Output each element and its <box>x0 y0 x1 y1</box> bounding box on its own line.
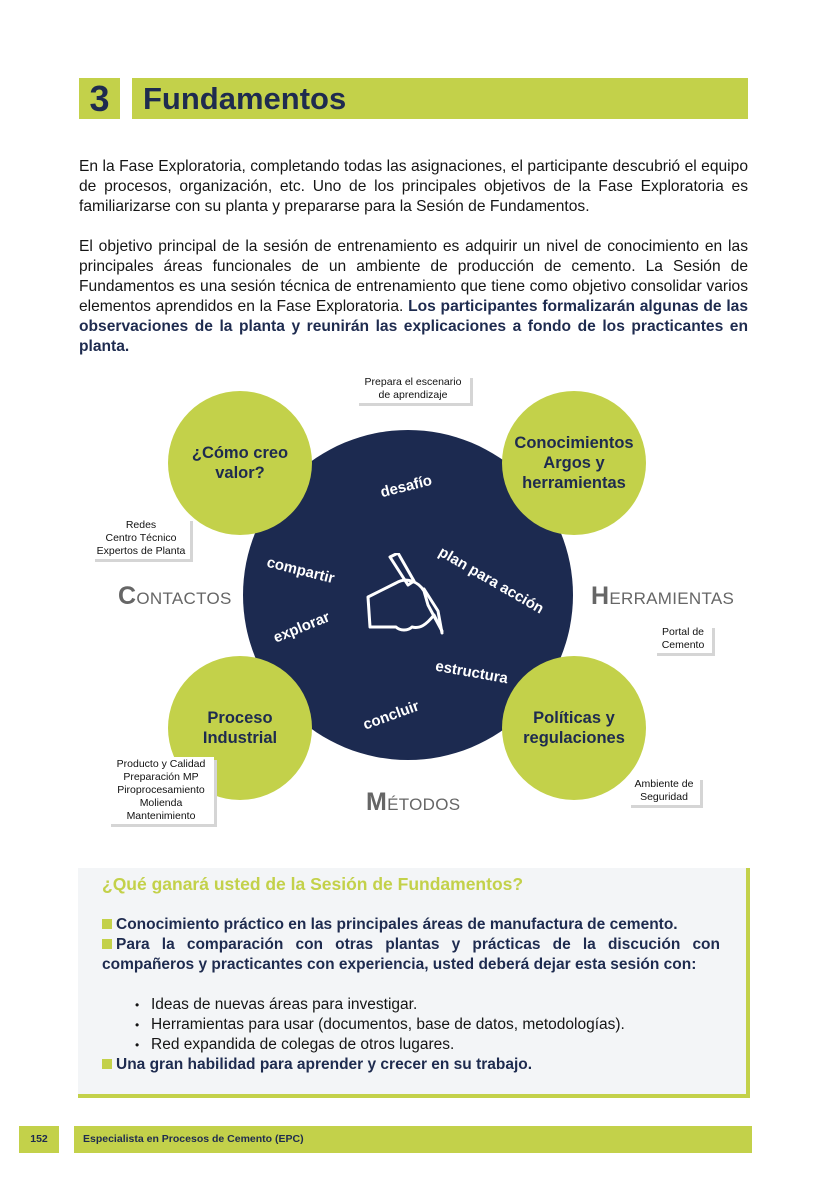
verb-estructura: estructura <box>434 657 510 688</box>
section-title: Fundamentos <box>143 81 347 116</box>
note-line: Portal de <box>661 626 705 638</box>
circle-como-creo-valor <box>168 391 312 535</box>
circle-text-line: Conocimientos <box>514 434 634 452</box>
circle-politicas <box>502 656 646 800</box>
note-line: Mantenimiento <box>126 810 196 822</box>
book-title: Especialista en Procesos de Cemento (EPC) <box>83 1133 304 1145</box>
circle-text-line: Argos y <box>543 454 605 472</box>
benefit-text: Para la comparación con otras plantas y prácticas de la discución con compañeros y practicantes con experiencia, usted deberá dejar esta sesión con: <box>102 936 720 973</box>
note-line: Prepara el escenario <box>364 376 462 388</box>
note-seguridad <box>628 777 700 805</box>
verb-plan-para-accion: plan para acción <box>435 543 547 618</box>
intro-paragraph-2-text: El objetivo principal de la sesión de entrenamiento es adquirir un nivel de conocimiento en las principales áreas funcionales de un ambiente de producción de cemento. La Sesión de Fundamentos es una sesión técnica de entrenamiento que tiene como objetivo consolidar varios elementos aprendidos en la Fase Exploratoria. <box>79 238 748 315</box>
footer-bar <box>74 1126 752 1153</box>
note-line: de aprendizaje <box>378 389 448 401</box>
circle-text-line: herramientas <box>522 474 626 492</box>
note-line: Cemento <box>661 639 705 651</box>
note-escenario <box>356 375 470 403</box>
category-contactos <box>118 582 232 611</box>
section-number: 3 <box>79 78 120 119</box>
category-rest: ERRAMIENTAS <box>609 589 735 608</box>
verb-explorar: explorar <box>270 608 333 647</box>
category-rest: ONTACTOS <box>136 589 232 608</box>
category-metodos <box>366 788 460 817</box>
circle-text-line: Industrial <box>202 729 278 747</box>
category-initial: H <box>591 582 610 610</box>
benefit-text: Una gran habilidad para aprender y crecer en su trabajo. <box>116 1056 533 1073</box>
category-initial: C <box>118 582 137 610</box>
intro-paragraph-2 <box>79 237 748 357</box>
note-line: Preparación MP <box>123 771 199 783</box>
circle-text-line: Proceso <box>207 709 273 727</box>
category-herramientas <box>591 582 734 611</box>
category-rest: ÉTODOS <box>387 795 461 814</box>
benefit-item <box>102 1055 720 1075</box>
circle-conocimientos <box>502 391 646 535</box>
benefits-title: ¿Qué ganará usted de la Sesión de Fundamentos? <box>102 874 524 894</box>
circle-text-line: Políticas y <box>533 709 615 727</box>
note-line: Centro Técnico <box>105 532 177 544</box>
benefit-item <box>102 935 720 975</box>
bullet-square-icon <box>102 919 112 929</box>
bullet-dot-icon: • <box>135 998 140 1012</box>
note-contactos <box>92 518 190 559</box>
hand-writing-icon <box>362 553 454 643</box>
page-number: 152 <box>19 1126 59 1153</box>
verb-concluir: concluir <box>360 697 422 734</box>
note-line: Expertos de Planta <box>96 545 186 557</box>
benefit-subitem <box>135 1035 454 1055</box>
subitem-text: Herramientas para usar (documentos, base de datos, metodologías). <box>151 1016 625 1033</box>
circle-text-line: regulaciones <box>523 729 625 747</box>
bullet-dot-icon: • <box>135 1038 140 1052</box>
note-line: Producto y Calidad <box>116 758 206 770</box>
circle-text-line: valor? <box>215 464 265 482</box>
category-initial: M <box>366 788 388 816</box>
bullet-dot-icon: • <box>135 1018 140 1032</box>
benefit-item <box>102 915 720 935</box>
verb-desafio: desafío <box>378 471 434 502</box>
bullet-square-icon <box>102 939 112 949</box>
note-line: Seguridad <box>640 791 688 803</box>
benefit-text: Conocimiento práctico en las principales áreas de manufactura de cemento. <box>116 916 678 933</box>
note-line: Redes <box>125 519 157 531</box>
benefit-subitem <box>135 995 417 1015</box>
note-line: Piroprocesamiento <box>117 784 205 796</box>
intro-paragraph-1: En la Fase Exploratoria, completando todas las asignaciones, el participante descubrió el equipo de procesos, organización, etc. Uno de los principales objetivos de la Fase Exploratoria es familiarizarse con su planta y prepararse para la Sesión de Fundamentos. <box>79 158 748 215</box>
section-title-bar <box>132 78 748 119</box>
note-line: Ambiente de <box>634 778 694 790</box>
intro-paragraph-2-bold: Los participantes formalizarán algunas de las observaciones de la planta y reunirán las explicaciones a fondo de los practicantes en planta. <box>79 298 748 355</box>
subitem-text: Red expandida de colegas de otros lugares. <box>151 1036 455 1053</box>
note-proceso <box>108 757 214 824</box>
circle-text-line: ¿Cómo creo <box>191 444 289 462</box>
subitem-text: Ideas de nuevas áreas para investigar. <box>151 996 418 1013</box>
note-line: Molienda <box>139 797 183 809</box>
bullet-square-icon <box>102 1059 112 1069</box>
benefit-subitem <box>135 1015 625 1035</box>
verb-compartir: compartir <box>264 553 337 588</box>
note-portal <box>654 625 712 653</box>
